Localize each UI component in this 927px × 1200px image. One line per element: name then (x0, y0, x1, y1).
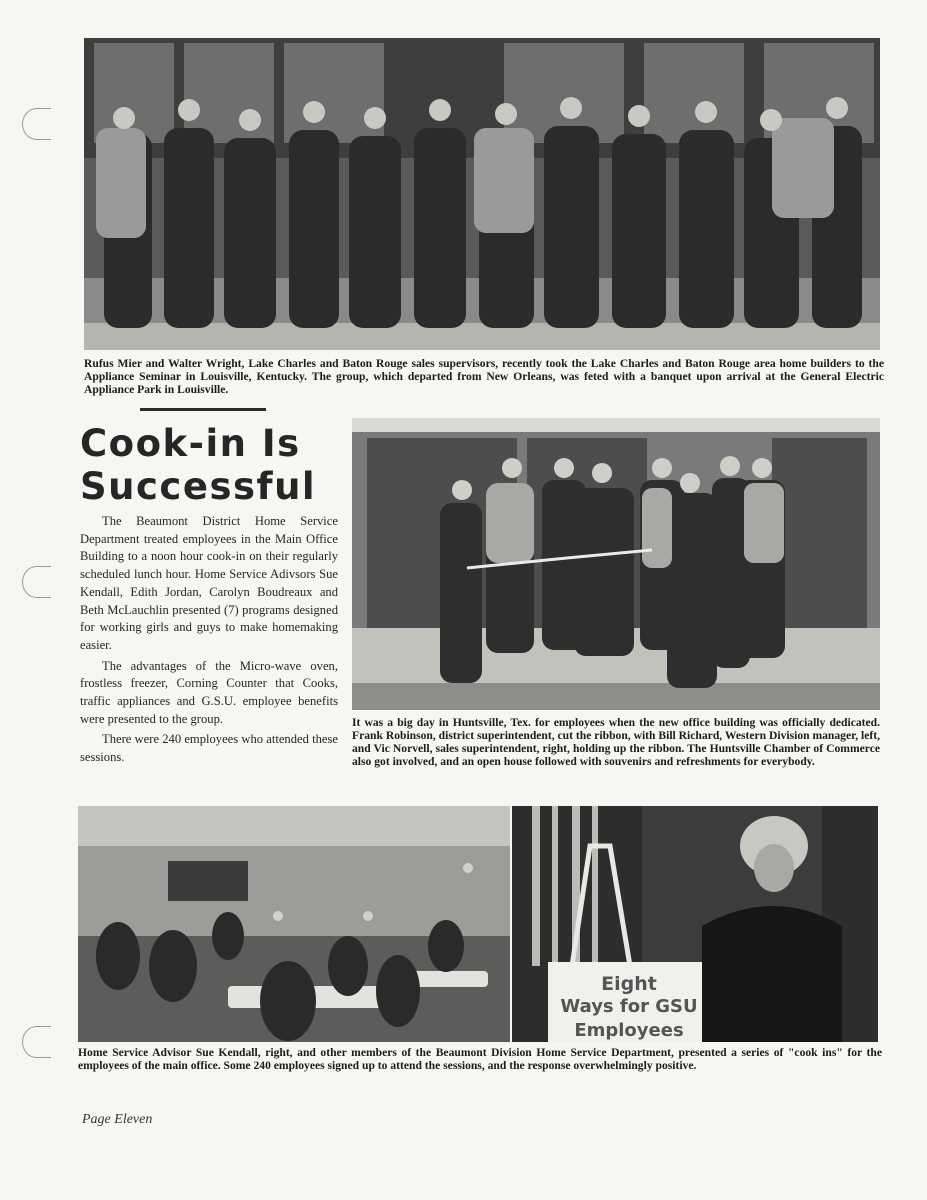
headline-line-2: Successful (80, 465, 317, 508)
headline-rule (140, 408, 266, 411)
presenter-photo (512, 806, 878, 1042)
cook-in-audience-photo (78, 806, 510, 1042)
headline-line-1: Cook-in Is (80, 422, 301, 465)
group-photo (84, 38, 880, 350)
ribbon-cutting-photo (352, 418, 880, 710)
sign-line-1: Eight (601, 973, 657, 995)
binder-hole-3 (22, 1026, 51, 1058)
article-body (80, 513, 338, 767)
group-photo-caption: Rufus Mier and Walter Wright, Lake Charles and Baton Rouge sales supervisors, recently took the Lake Charles and Baton Rouge area home builders to the Appliance Seminar in Louisville, Kentucky. The group, which departed from New Orleans, was feted with a banquet upon arrival at the General Electric Appliance Park in Louisville. (84, 357, 884, 396)
article-paragraph: There were 240 employees who attended these sessions. (80, 732, 338, 765)
article-headline (80, 422, 340, 508)
binder-hole-1 (22, 108, 51, 140)
sign-line-2: Ways for GSU (560, 996, 698, 1017)
sign-line-3: Employees (574, 1020, 684, 1041)
binder-hole-2 (22, 566, 51, 598)
article-paragraph: The advantages of the Micro-wave oven, frostless freezer, Corning Counter that Cooks, traffic appliances and G.S.U. employee benefits were presented to the group. (80, 658, 338, 726)
cook-in-caption: Home Service Advisor Sue Kendall, right, and other members of the Beaumont Division Home Service Department, presented a series of "cook ins" for the employees of the main office. Some 240 employees signed up to attend the sessions, and the response overwhelmingly positive. (78, 1046, 882, 1072)
ribbon-cutting-caption: It was a big day in Huntsville, Tex. for employees when the new office building was officially dedicated. Frank Robinson, district superintendent, cut the ribbon, with Bill Richard, Western Division manager, left, and Vic Norvell, sales superintendent, right, holding up the ribbon. The Huntsville Chamber of Commerce also got involved, and an open house followed with souvenirs and refreshments for everybody. (352, 716, 880, 768)
article-paragraph: The Beaumont District Home Service Department treated employees in the Main Office Building to a noon hour cook-in on their regularly scheduled lunch hour. Home Service Adivsors Sue Kendall, Edith Jordan, Carolyn Boudreaux and Beth McLauchlin presented (7) programs designed for working girls and guys to make homemaking easier. (80, 514, 338, 652)
page-label: Page Eleven (82, 1112, 153, 1127)
